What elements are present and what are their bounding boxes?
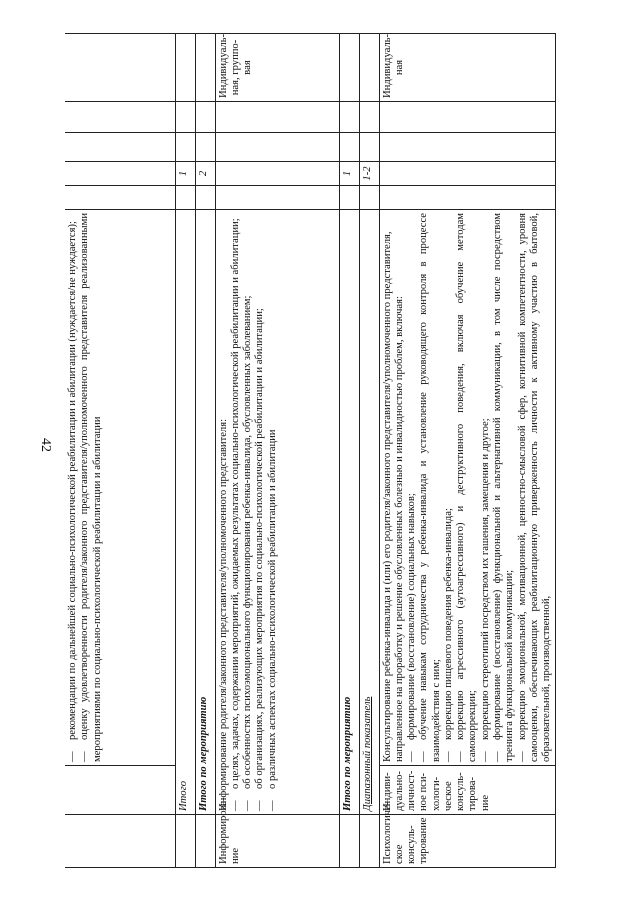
continuation-item: — рекомендации по дальнейшей социально-психологической реабилитации и абилитации (нуждается/не нуждается);	[67, 213, 79, 762]
informing-intro: Информирование родителя/законного представителя/уполномоченного представителя:	[217, 418, 229, 811]
counseling-item: — обучение навыкам сотрудничества у ребенка-инвалида и установление руководящего контроля в процессе взаимодействия с ним;	[418, 213, 443, 762]
dash-icon	[443, 740, 455, 762]
dash-icon	[242, 789, 254, 811]
counseling-item: — коррекцию эмоциональной, мотивационной, ценностно-смысловой сфер, когнитивной компетентности, уровня самооценки, обеспечивающих реабилитационную приверженность личности к активному участию в бытовой, образовательной, производственной,	[517, 213, 554, 762]
counseling-item: — формирование (восстановление) функциональной и альтернативной коммуникации, в том числе посредством тренинга функциональной коммуникации;	[492, 213, 517, 762]
dash-icon	[480, 740, 492, 762]
dash-icon	[492, 740, 504, 762]
informing-itogo-label: Итого по мероприятию	[339, 210, 359, 815]
counseling-row	[379, 34, 556, 868]
counseling-content	[379, 210, 556, 766]
continuation-item: — оценку удовлетворенности родителя/законного представителя/уполномоченного представителя реализованными мероприятиями по социально-психологической реабилитации и абилитации	[79, 213, 104, 762]
informing-itogo-value: 1	[339, 162, 359, 186]
itogo-po-meropriyatiyu-row	[195, 34, 215, 868]
rotated-table-container	[65, 34, 553, 868]
page-number: 42	[38, 438, 53, 452]
dash-icon	[79, 740, 91, 762]
continuation-content	[65, 210, 175, 766]
continuation-row	[65, 34, 175, 868]
informing-item: — об особенностях психоэмоционального функционирования ребенка-инвалида, обусловленных заболеванием;	[242, 213, 254, 811]
informing-item: — о целях, задачах, содержании мероприятий, ожидаемых результатах социально-психологической реабилитации и абилитации;	[230, 213, 242, 811]
informing-itogo-row	[339, 34, 359, 868]
dash-icon	[418, 740, 430, 762]
dash-icon	[230, 789, 242, 811]
dash-icon	[67, 740, 79, 762]
counseling-item: — коррекцию агрессивного (аутоагрессивного) и деструктивного поведения, включая обучение методам самокоррекции;	[455, 213, 480, 762]
informing-name: Информирова-ние	[215, 815, 339, 868]
itogo-po-meropriyatiyu-value: 2	[195, 162, 215, 186]
dash-icon	[517, 740, 529, 762]
counseling-subtype: Индиви-дуально-личност-ное пси-хологи-ческое консуль-тирова-ние	[379, 766, 556, 815]
counseling-item: — формирование (восстановление) социальных навыков;	[406, 213, 418, 762]
informing-content	[215, 210, 339, 815]
range-label: Диапазонный показатель	[359, 210, 379, 815]
dash-icon	[406, 740, 418, 762]
counseling-forms: Индивидуаль-ная	[379, 34, 556, 102]
dash-icon	[455, 740, 467, 762]
counseling-intro: Консультирование ребенка-инвалида и (или) его родителя/законного представителя/уполномоченного представителя, направленное на проработку и решение обусловленных болезнью и инвалидностью проблем, включая:	[381, 231, 405, 762]
itogo-value: 1	[175, 162, 195, 186]
rehabilitation-measures-table	[65, 33, 556, 868]
itogo-label: Итого	[175, 210, 195, 815]
counseling-item: — коррекцию стереотипий посредством их гашения, замещения и другое;	[480, 213, 492, 762]
itogo-row	[175, 34, 195, 868]
counseling-item: — коррекцию пищевого поведения ребенка-инвалида;	[443, 213, 455, 762]
range-value: 1-2	[359, 162, 379, 186]
informing-forms: Индивидуаль-ная, группо-вая	[215, 34, 339, 102]
dash-icon	[254, 789, 266, 811]
informing-item: — об организациях, реализующих мероприятия по социально-психологической реабилитации и абилитации;	[254, 213, 266, 811]
itogo-po-meropriyatiyu-label: Итого по мероприятию	[195, 210, 215, 815]
counseling-name: Психологиче-ское консуль-тирование	[379, 815, 556, 868]
range-row	[359, 34, 379, 868]
informing-item: — о различных аспектах социально-психологической реабилитации и абилитации	[267, 213, 279, 811]
dash-icon	[267, 789, 279, 811]
informing-row	[215, 34, 339, 868]
